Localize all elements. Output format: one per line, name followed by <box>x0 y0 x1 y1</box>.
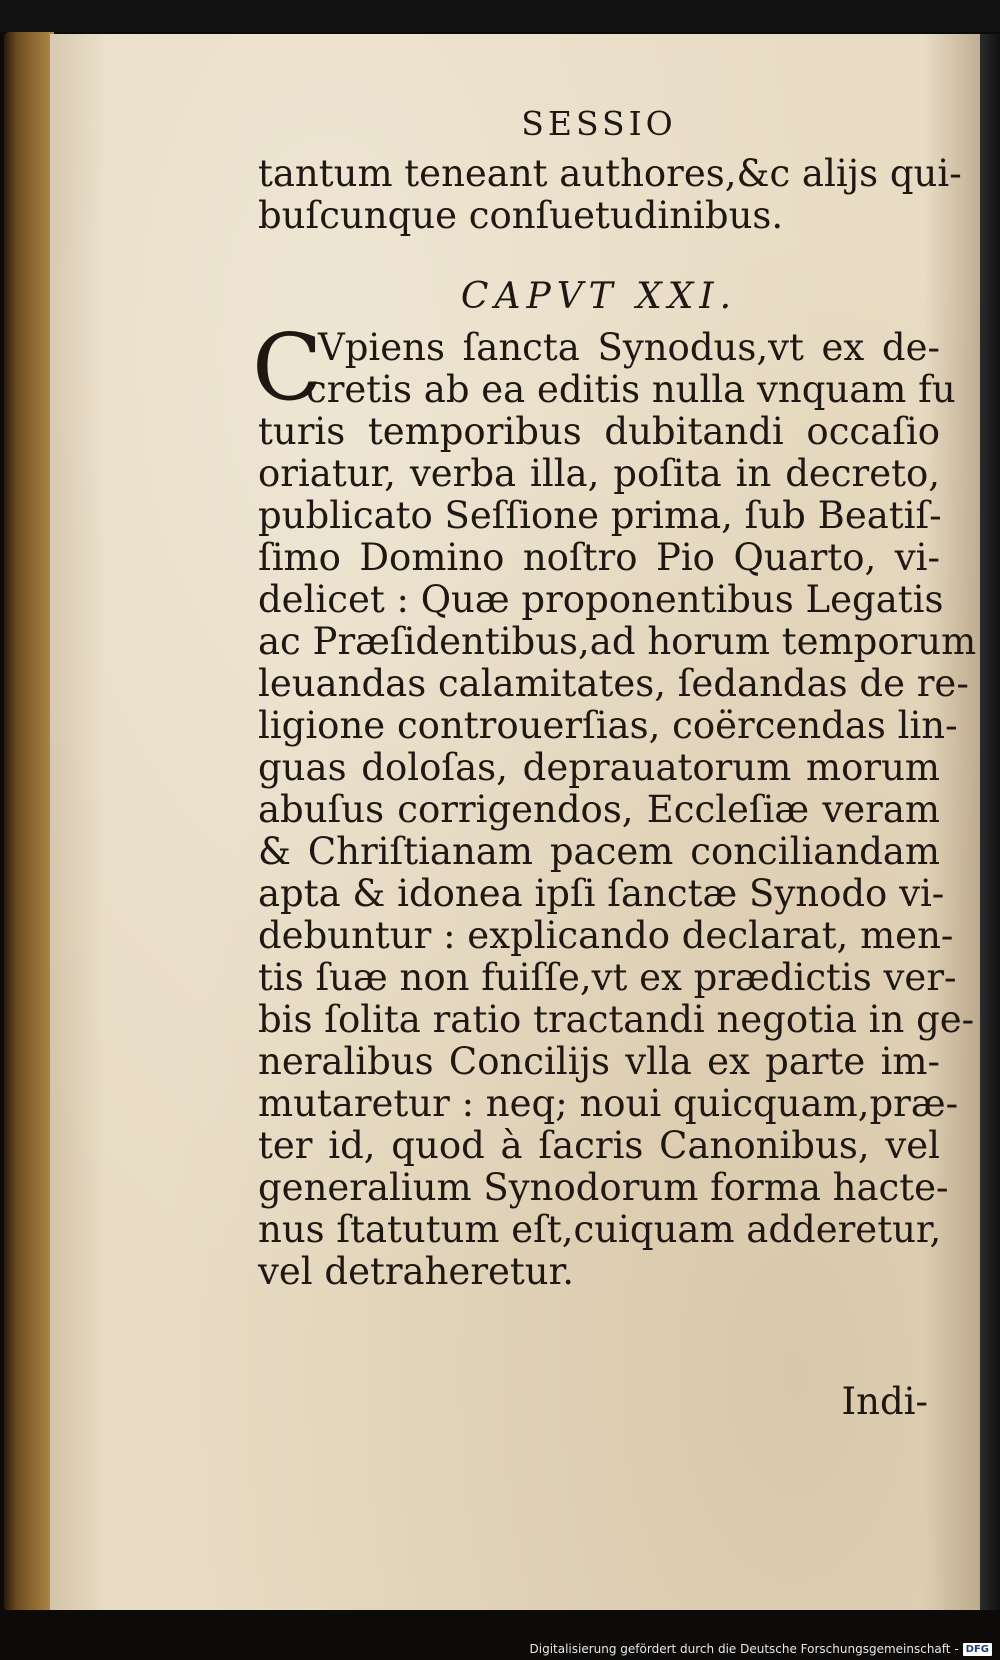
text-line: mutaretur : neq; noui quicquam,præ- <box>258 1082 959 1125</box>
text-line: debuntur : explicando declarat, men- <box>258 914 954 957</box>
drop-capital: C <box>252 314 323 421</box>
text-line: ter id, quod à ſacris Canonibus, vel <box>258 1124 940 1167</box>
catchword: Indi- <box>841 1380 928 1423</box>
text-line: ac Præſidentibus,ad horum temporum <box>258 620 977 663</box>
scan-right-border <box>980 34 1000 1610</box>
text-line: generalium Synodorum forma hacte- <box>258 1166 949 1209</box>
running-head: SESSIO <box>521 104 677 143</box>
text-line: tis ſuæ non fuiſſe,vt ex prædictis ver- <box>258 956 957 999</box>
text-line: neralibus Concilijs vlla ex parte im- <box>258 1040 940 1083</box>
text-line: apta & idonea ipſi ſanctæ Synodo vi- <box>258 872 945 915</box>
digitization-credit <box>530 1642 993 1656</box>
text-line: publicato Seſſione prima, ſub Beatiſ- <box>258 494 942 537</box>
text-line: ſimo Domino noſtro Pio Quarto, vi- <box>258 536 940 579</box>
intro-line: tantum teneant authores,&c alijs qui- <box>258 152 962 195</box>
text-line: & Chriſtianam pacem conciliandam <box>258 830 940 873</box>
text-line: nus ſtatutum eſt,cuiquam adderetur, <box>258 1208 942 1251</box>
text-line: Vpiens ſancta Synodus,vt ex de- <box>318 326 940 369</box>
text-line: cretis ab ea editis nulla vnquam fu <box>306 368 956 411</box>
text-line: abuſus corrigendos, Eccleſiæ veram <box>258 788 940 831</box>
book-page-edges <box>4 32 54 1612</box>
scan-top-border <box>0 0 1000 32</box>
text-line: leuandas calamitates, ſedandas de re- <box>258 662 969 705</box>
text-line: delicet : Quæ proponentibus Legatis <box>258 578 944 621</box>
chapter-heading: CAPVT XXI. <box>460 276 738 317</box>
credit-text: Digitalisierung gefördert durch die Deutsche Forschungsgemeinschaft - <box>529 1642 959 1656</box>
text-line: guas doloſas, deprauatorum morum <box>258 746 940 789</box>
text-line: oriatur, verba illa, poſita in decreto, <box>258 452 940 495</box>
intro-line: buſcunque conſuetudinibus. <box>258 194 784 237</box>
dfg-logo-icon: DFG <box>963 1643 992 1656</box>
text-line: vel detraheretur. <box>258 1250 574 1293</box>
text-line: turis temporibus dubitandi occaſio <box>258 410 940 453</box>
text-line: bis ſolita ratio tractandi negotia in ge- <box>258 998 975 1041</box>
text-line: ligione controuerſias, coërcendas lin- <box>258 704 958 747</box>
